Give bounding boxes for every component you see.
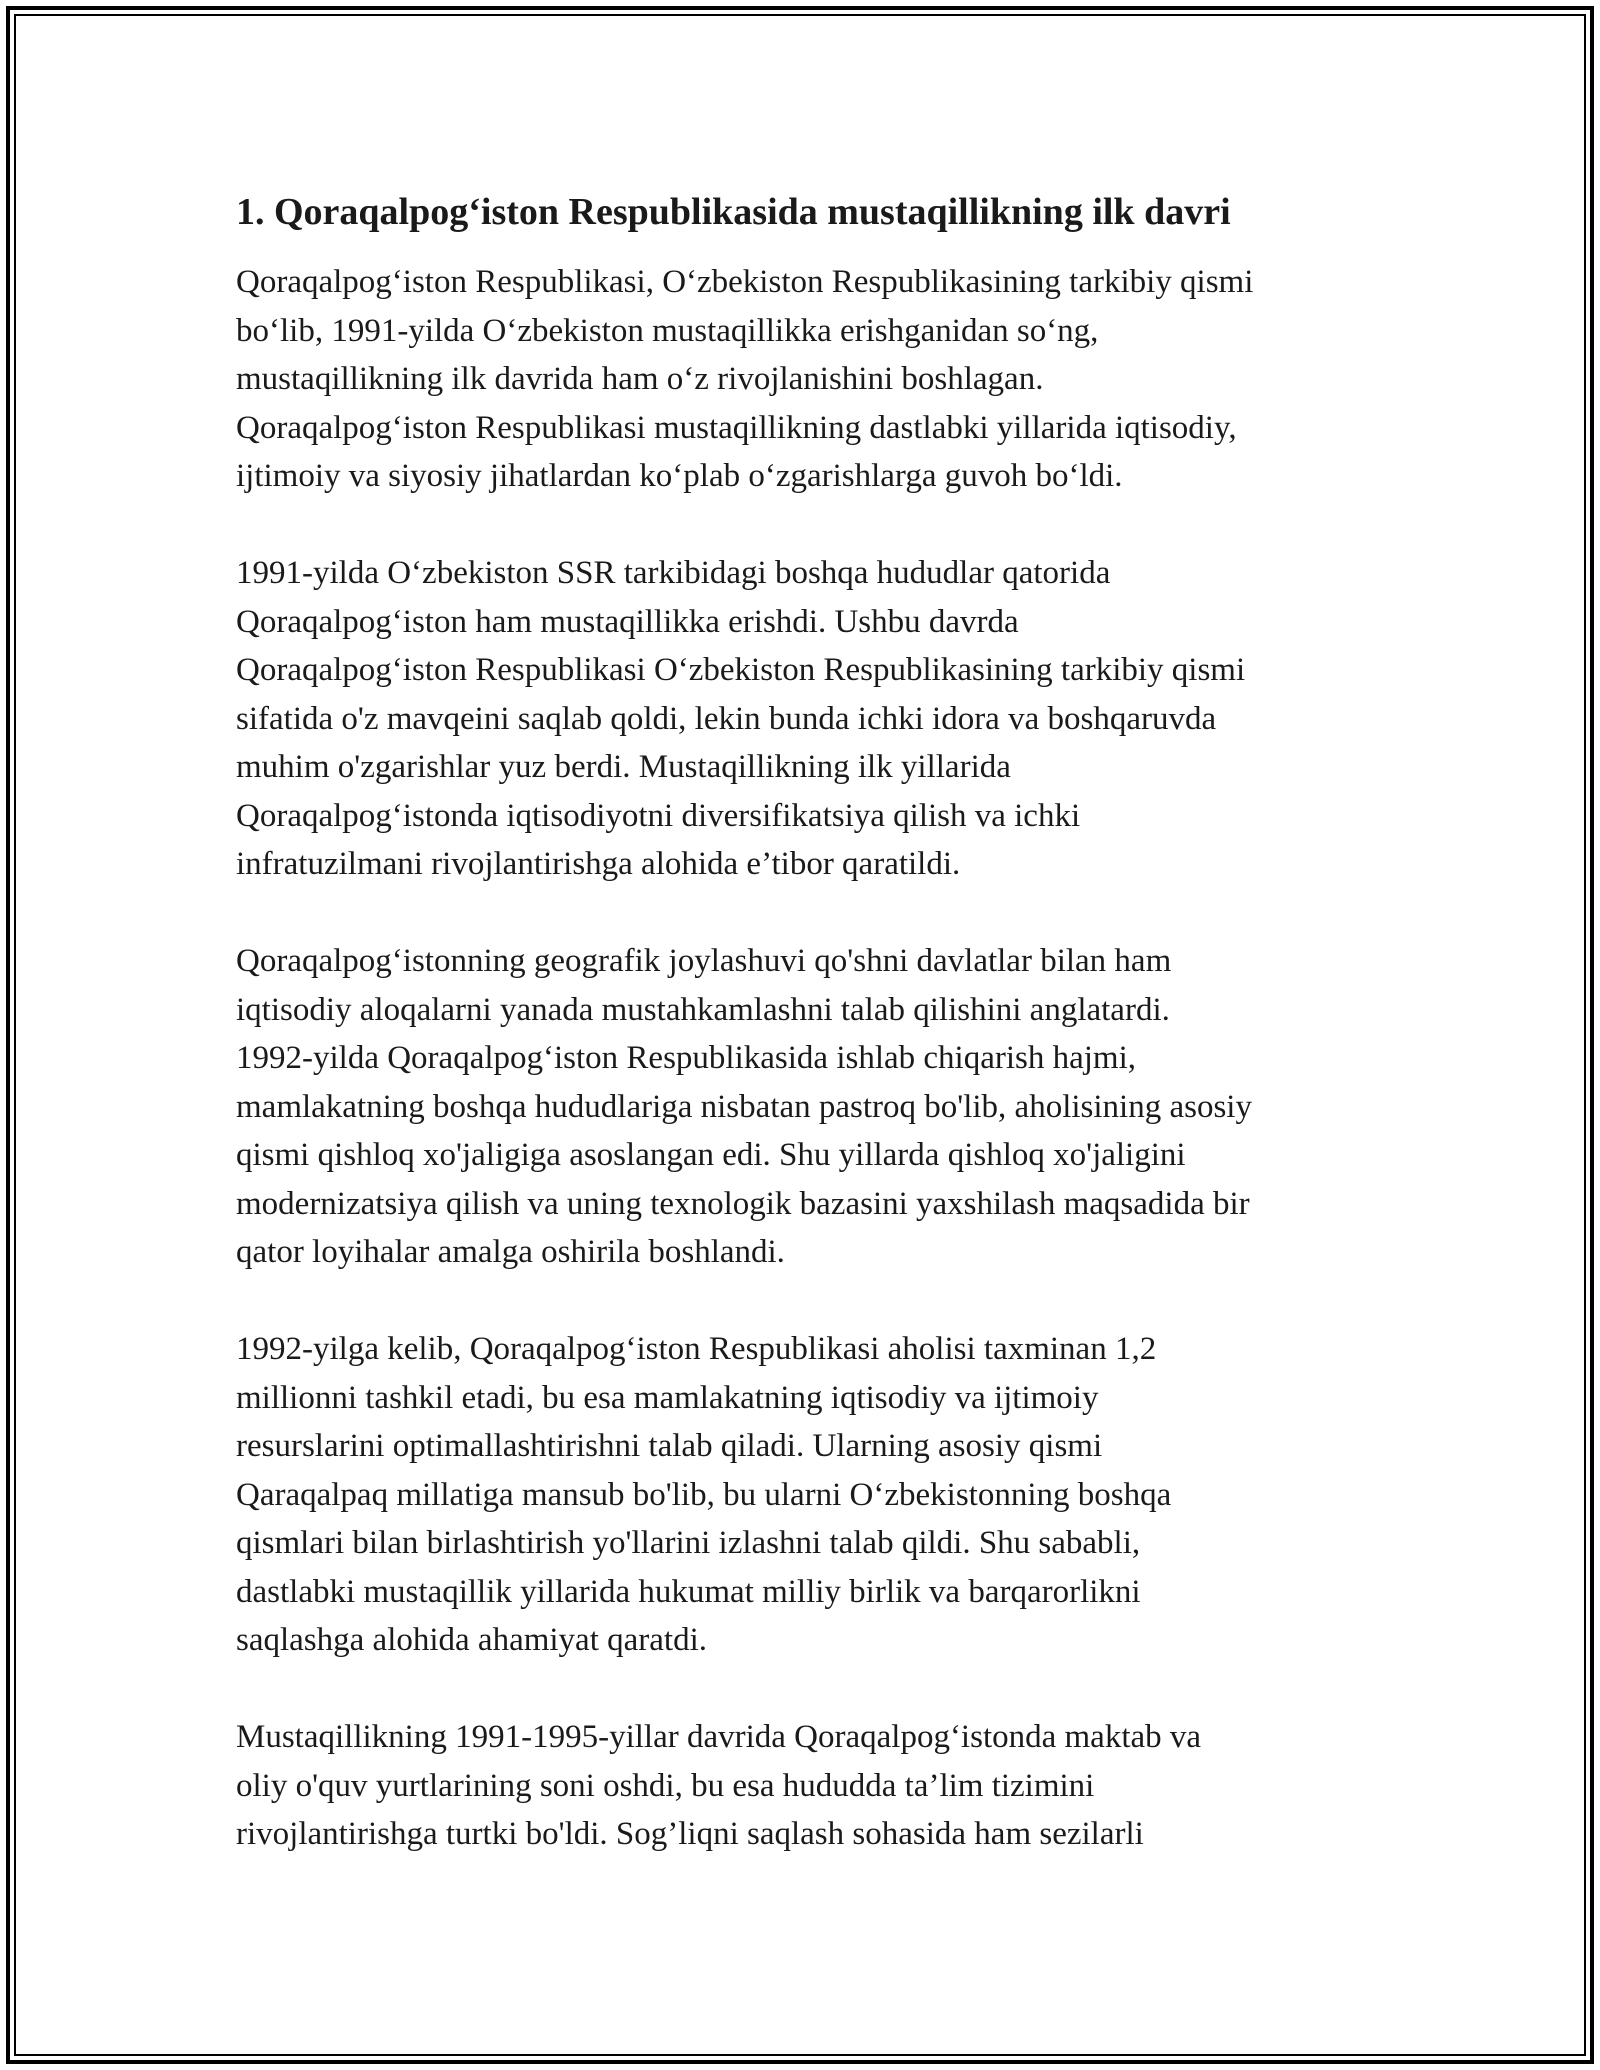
text-line: infratuzilmani rivojlantirishga alohida e’tibor qaratildi.	[236, 846, 961, 882]
paragraph-5	[236, 1713, 1386, 1859]
text-line: 1991-yilda O‘zbekiston SSR tarkibidagi boshqa hududlar qatorida	[236, 555, 1111, 591]
text-line: dastlabki mustaqillik yillarida hukumat milliy birlik va barqarorlikni	[236, 1573, 1141, 1610]
text-line: saqlashga alohida ahamiyat qaratdi.	[236, 1622, 707, 1658]
text-line: modernizatsiya qilish va uning texnologik bazasini yaxshilash maqsadida bir	[236, 1185, 1250, 1222]
paragraph-2	[236, 549, 1386, 889]
paragraph-4	[236, 1325, 1386, 1665]
text-line: muhim o'zgarishlar yuz berdi. Mustaqillikning ilk yillarida	[236, 749, 1011, 785]
text-line: Qoraqalpog‘iston Respublikasi O‘zbekiston Respublikasining tarkibiy qismi	[236, 652, 1246, 688]
text-line: 1992-yilda Qoraqalpog‘iston Respublikasida ishlab chiqarish hajmi,	[236, 1040, 1137, 1076]
text-line: iqtisodiy aloqalarni yanada mustahkamlashni talab qilishini anglatardi.	[236, 991, 1170, 1028]
text-line: ijtimoiy va siyosiy jihatlardan ko‘plab o‘zgarishlarga guvoh bo‘ldi.	[236, 458, 1123, 494]
text-line: resurslarini optimallashtirishni talab qiladi. Ularning asosiy qismi	[236, 1428, 1103, 1464]
text-line: Qaraqalpaq millatiga mansub bo'lib, bu ularni O‘zbekistonning boshqa	[236, 1476, 1172, 1513]
text-line: 1992-yilga kelib, Qoraqalpog‘iston Respublikasi aholisi taxminan 1,2	[236, 1331, 1157, 1367]
text-line: mustaqillikning ilk davrida ham o‘z rivojlanishini boshlagan.	[236, 361, 1044, 397]
paragraph-1	[236, 258, 1386, 501]
text-line: Qoraqalpog‘iston ham mustaqillikka erishdi. Ushbu davrda	[236, 603, 1019, 640]
text-line: oliy o'quv yurtlarining soni oshdi, bu esa hududda ta’lim tizimini	[236, 1767, 1095, 1804]
text-line: qator loyihalar amalga oshirila boshlandi.	[236, 1234, 785, 1270]
section-heading: 1. Qoraqalpog‘iston Respublikasida mustaqillikning ilk davri	[236, 191, 1231, 233]
text-line: Qoraqalpog‘istonda iqtisodiyotni diversifikatsiya qilish va ichki	[236, 797, 1081, 834]
text-line: qismlari bilan birlashtirish yo'llarini izlashni talab qildi. Shu sababli,	[236, 1525, 1141, 1561]
paragraph-3	[236, 937, 1386, 1277]
text-line: Mustaqillikning 1991-1995-yillar davrida Qoraqalpog‘istonda maktab va	[236, 1719, 1202, 1755]
text-line: Qoraqalpog‘istonning geografik joylashuvi qo'shni davlatlar bilan ham	[236, 943, 1172, 979]
text-line: qismi qishloq xo'jaligiga asoslangan edi. Shu yillarda qishloq xo'jaligini	[236, 1137, 1186, 1173]
text-line: bo‘lib, 1991-yilda O‘zbekiston mustaqillikka erishganidan so‘ng,	[236, 312, 1099, 349]
text-line: sifatida o'z mavqeini saqlab qoldi, lekin bunda ichki idora va boshqaruvda	[236, 700, 1217, 737]
text-line: millionni tashkil etadi, bu esa mamlakatning iqtisodiy va ijtimoiy	[236, 1379, 1099, 1416]
text-line: Qoraqalpog‘iston Respublikasi, O‘zbekiston Respublikasining tarkibiy qismi	[236, 264, 1254, 300]
text-line: Qoraqalpog‘iston Respublikasi mustaqillikning dastlabki yillarida iqtisodiy,	[236, 409, 1237, 446]
text-line: rivojlantirishga turtki bo'ldi. Sog’liqni saqlash sohasida ham sezilarli	[236, 1816, 1144, 1852]
text-line: mamlakatning boshqa hududlariga nisbatan pastroq bo'lib, aholisining asosiy	[236, 1088, 1252, 1125]
document-body	[236, 184, 1386, 1907]
